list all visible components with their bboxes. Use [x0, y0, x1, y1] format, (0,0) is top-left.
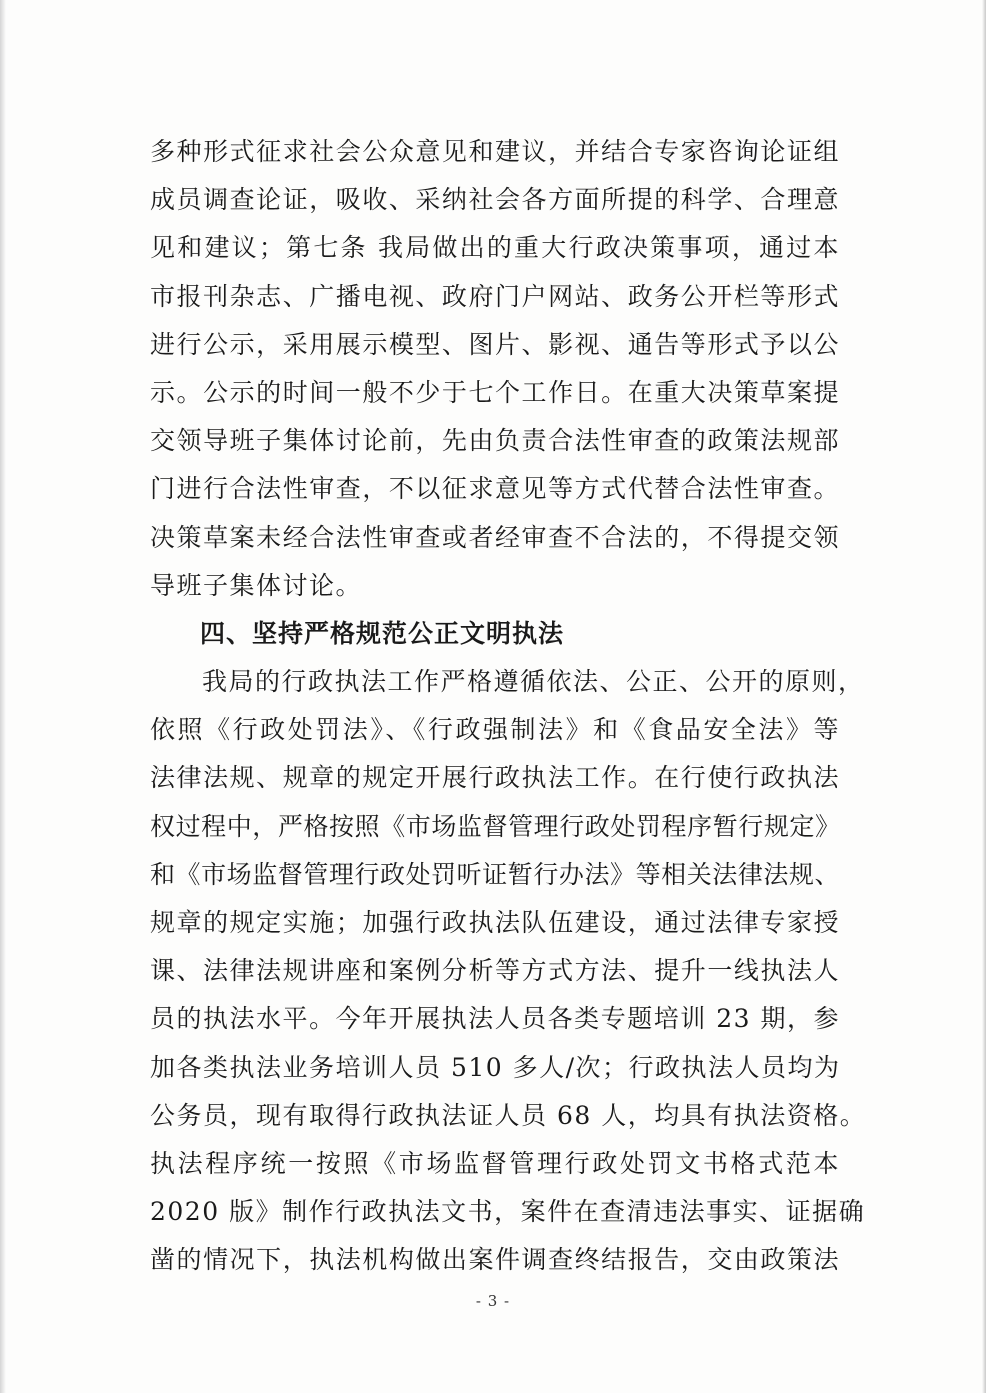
text-line: 法律法规、规章的规定开展行政执法工作。在行使行政执法 [150, 763, 840, 793]
text-line: 导班子集体讨论。 [150, 570, 363, 600]
text-line: 2020 版》制作行政执法文书，案件在查清违法事实、证据确 [150, 1197, 866, 1227]
text-line: 员的执法水平。今年开展执法人员各类专题培训 23 期，参 [150, 1004, 840, 1034]
scan-edge-left [0, 0, 6, 1393]
text-line: 加各类执法业务培训人员 510 多人/次；行政执法人员均为 [150, 1052, 841, 1082]
text-line: 和《市场监督管理行政处罚听证暂行办法》等相关法律法规、 [150, 859, 840, 889]
text-line: 我局的行政执法工作严格遵循依法、公正、公开的原则， [202, 667, 865, 697]
text-line: 见和建议；第七条 我局做出的重大行政决策事项，通过本 [150, 233, 840, 263]
text-line: 多种形式征求社会公众意见和建议，并结合专家咨询论证组 [150, 137, 840, 166]
text-line: 课、法律法规讲座和案例分析等方式方法、提升一线执法人 [150, 956, 840, 986]
scan-edge-right [982, 0, 986, 1393]
text-line: 成员调查论证，吸收、采纳社会各方面所提的科学、合理意 [150, 185, 840, 215]
section-heading: 四、坚持严格规范公正文明执法 [200, 618, 565, 648]
text-line: 权过程中，严格按照《市场监督管理行政处罚程序暂行规定》 [150, 811, 840, 841]
text-line: 进行公示，采用展示模型、图片、影视、通告等形式予以公 [150, 329, 840, 359]
text-line: 规章的规定实施；加强行政执法队伍建设，通过法律专家授 [150, 908, 840, 937]
text-line: 公务员，现有取得行政执法证人员 68 人，均具有执法资格。 [150, 1100, 867, 1130]
text-line: 依照《行政处罚法》、《行政强制法》和《食品安全法》等 [150, 715, 840, 745]
text-line: 市报刊杂志、广播电视、政府门户网站、政务公开栏等形式 [150, 281, 840, 311]
text-line: 示。公示的时间一般不少于七个工作日。在重大决策草案提 [150, 377, 840, 407]
text-line: 交领导班子集体讨论前，先由负责合法性审查的政策法规部 [150, 426, 840, 456]
document-body [150, 128, 867, 1285]
text-line: 决策草案未经合法性审查或者经审查不合法的，不得提交领 [150, 522, 840, 552]
text-line: 凿的情况下，执法机构做出案件调查终结报告，交由政策法 [150, 1245, 840, 1275]
text-line: 执法程序统一按照《市场监督管理行政处罚文书格式范本 [150, 1148, 840, 1178]
page-number: - 3 - [475, 1292, 511, 1310]
text-line: 门进行合法性审查，不以征求意见等方式代替合法性审查。 [150, 474, 840, 504]
